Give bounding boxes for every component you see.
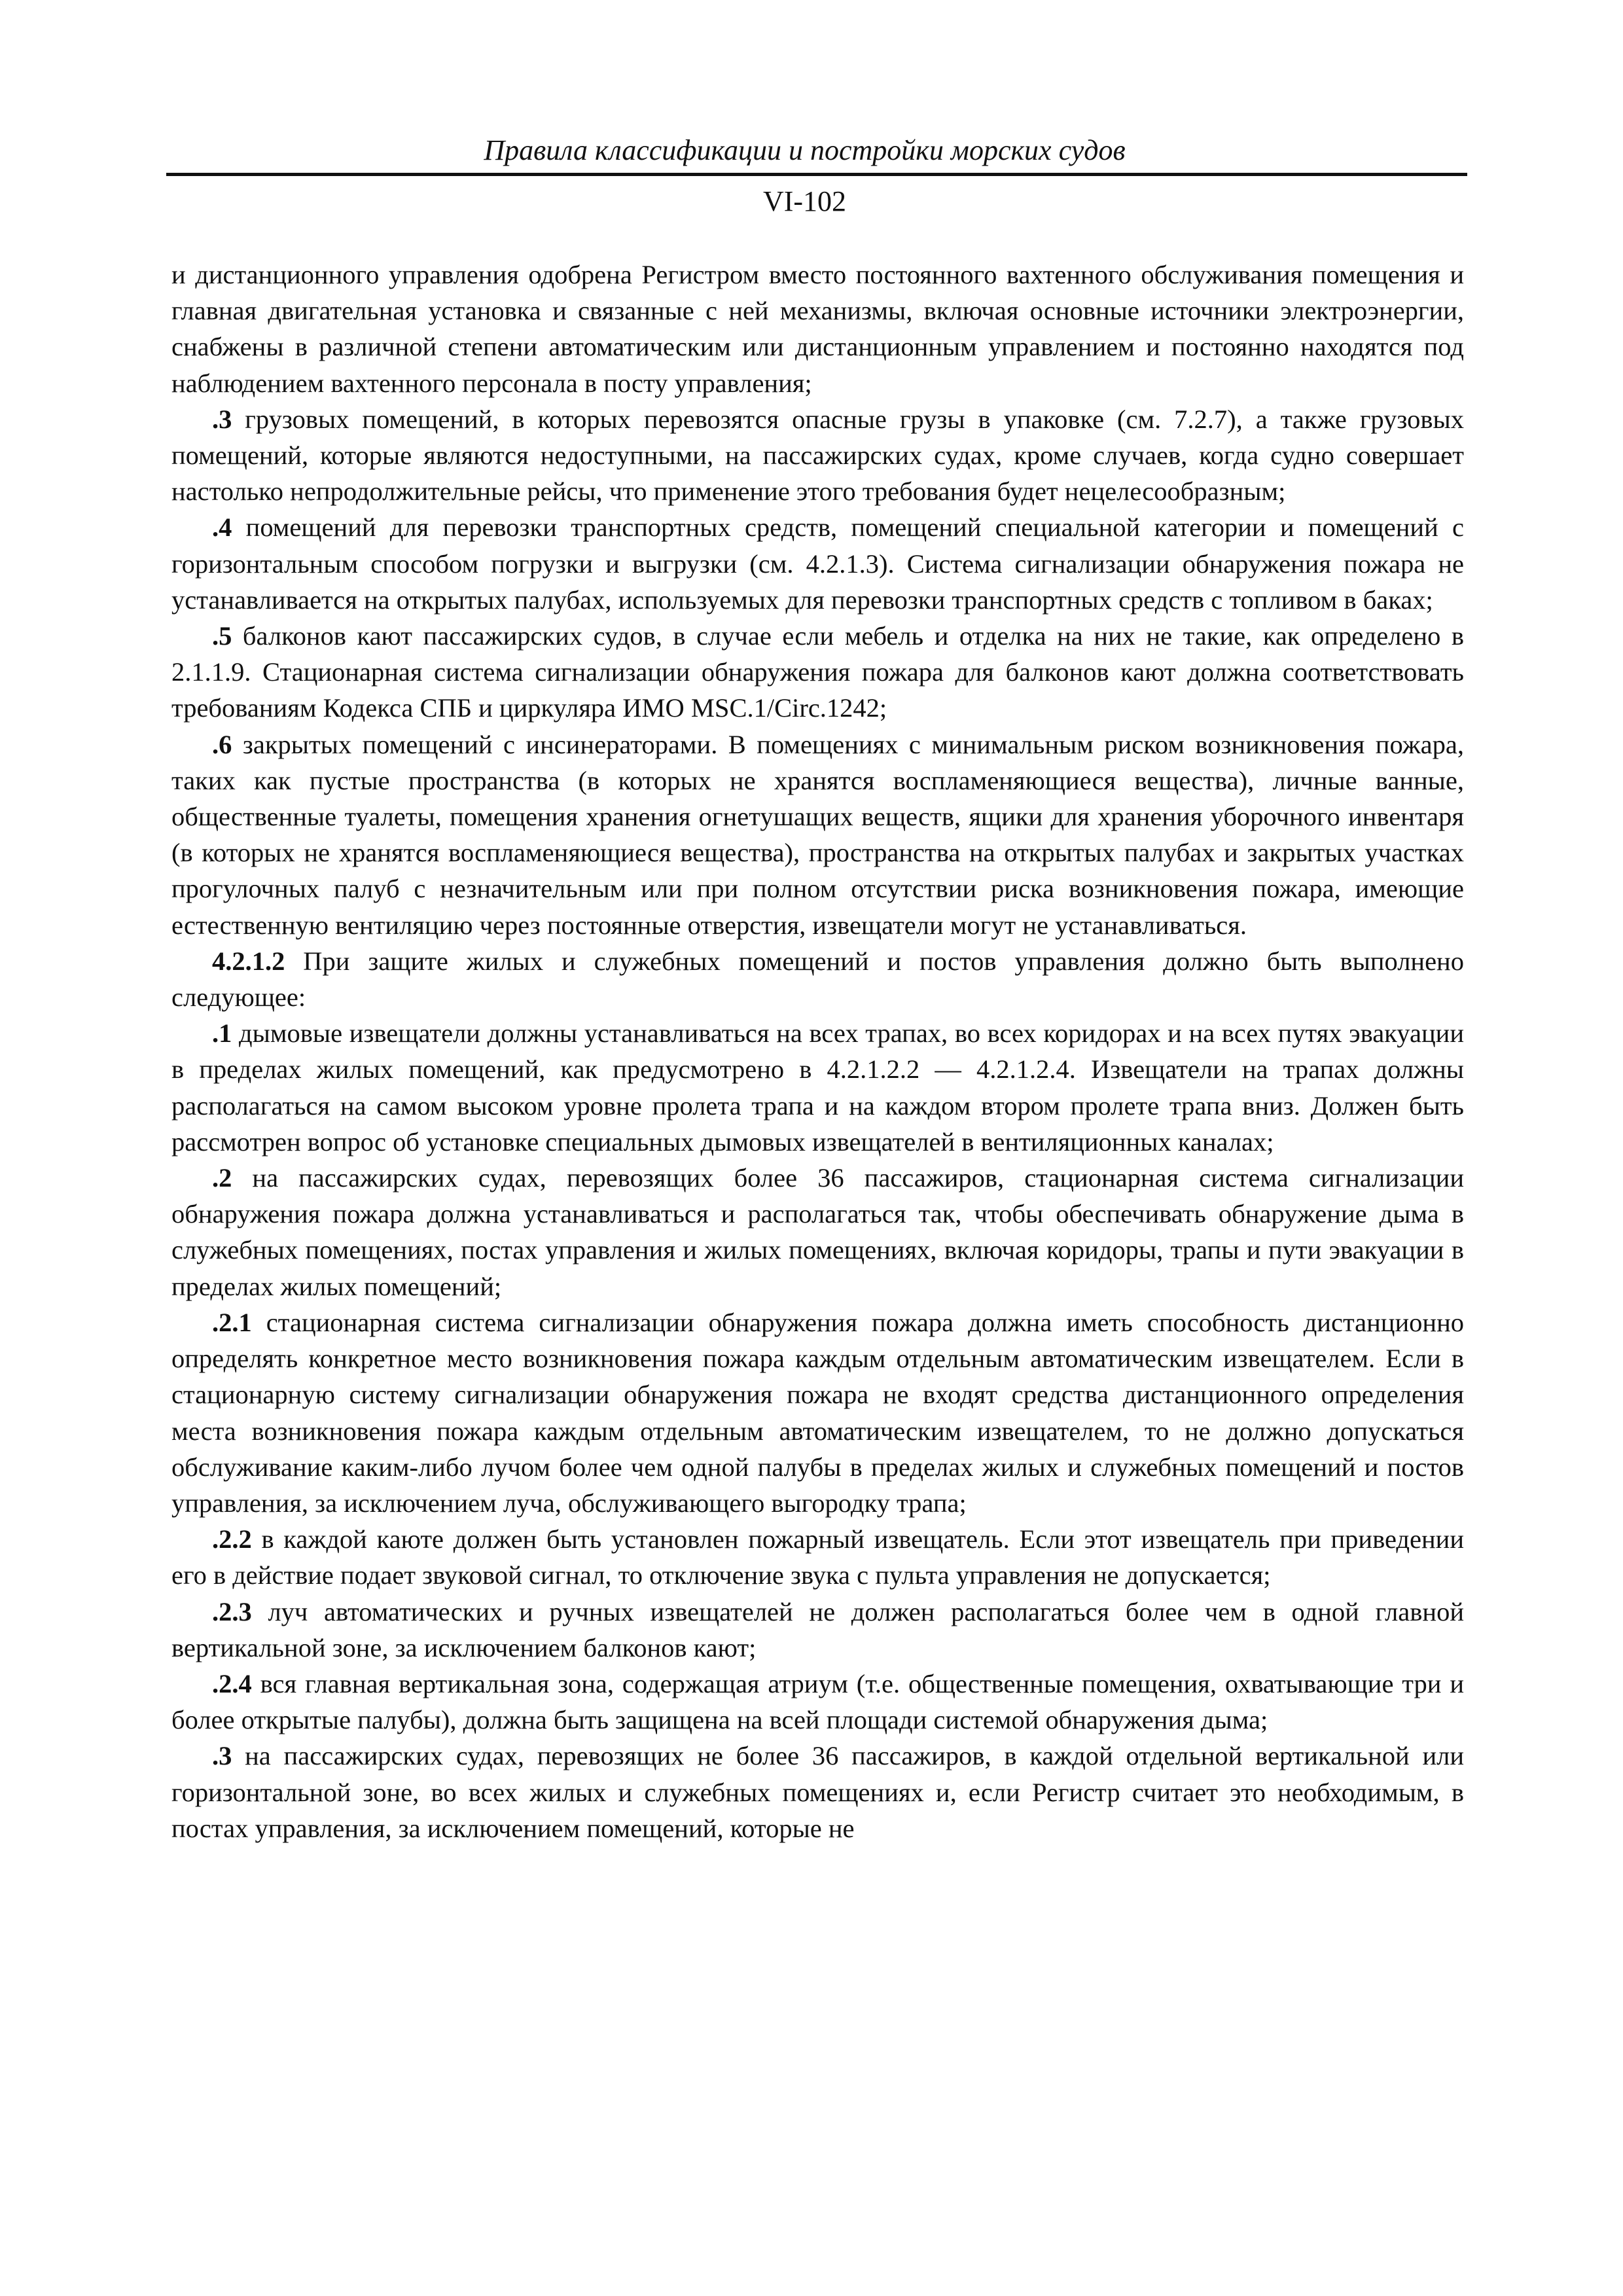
paragraph-number: .2 — [212, 1163, 232, 1193]
section-4-2-1-2 — [171, 943, 1464, 1015]
paragraph-text: на пассажирских судах, перевозящих более 36 пассажиров, стационарная система сигнализации обнаружения пожара должна устанавливаться и располагаться так, чтобы обеспечивать обнаружение дыма в служебных помещениях, постах управления и жилых помещениях, включая коридоры, трапы и пути эвакуации в пределах жилых помещений; — [171, 1163, 1464, 1301]
paragraph-item-3 — [171, 401, 1464, 510]
paragraph-item-5 — [171, 618, 1464, 726]
paragraph-text: При защите жилых и служебных помещений и постов управления должно быть выполнено следующее: — [171, 946, 1464, 1013]
paragraph-item-3-last — [171, 1738, 1464, 1846]
paragraph-text: и дистанционного управления одобрена Регистром вместо постоянного вахтенного обслуживания помещения и главная двигательная установка и связанные с ней механизмы, включая основные источники электроэнергии, снабжены в различной степени автоматическим или дистанционным управлением и постоянно находятся под наблюдением вахтенного персонала в посту управления; — [171, 260, 1464, 398]
paragraph-number: .3 — [212, 1741, 232, 1771]
paragraph-item-2-3 — [171, 1594, 1464, 1666]
paragraph-item-2-4 — [171, 1666, 1464, 1738]
paragraph-text: дымовые извещатели должны устанавливаться на всех трапах, во всех коридорах и на всех путях эвакуации в пределах жилых помещений, как предусмотрено в 4.2.1.2.2 — 4.2.1.2.4. Извещатели на трапах должны располагаться на самом высоком уровне пролета трапа и на каждом втором пролете трапа вниз. Должен быть рассмотрен вопрос об установке специальных дымовых извещателей в вентиляционных каналах; — [171, 1018, 1464, 1157]
paragraph-text: балконов кают пассажирских судов, в случае если мебель и отделка на них не такие, как определено в 2.1.1.9. Стационарная система сигнализации обнаружения пожара для балконов кают должна соответствовать требованиям Кодекса СПБ и циркуляра ИМО MSC.1/Circ.1242; — [171, 621, 1464, 723]
paragraph-text: вся главная вертикальная зона, содержащая атриум (т.е. общественные помещения, охватывающие три и более открытые палубы), должна быть защищена на всей площади системой обнаружения дыма; — [171, 1668, 1464, 1735]
paragraph-item-6 — [171, 726, 1464, 943]
paragraph-number: .2.2 — [212, 1524, 252, 1554]
page-number: VI-102 — [762, 185, 847, 217]
paragraph-text: грузовых помещений, в которых перевозятся опасные грузы в упаковке (см. 7.2.7), а также грузовых помещений, которые являются недоступными, на пассажирских судах, кроме случаев, когда судно совершает настолько непродолжительные рейсы, что применение этого требования будет нецелесообразным; — [171, 404, 1464, 507]
paragraph-text: на пассажирских судах, перевозящих не более 36 пассажиров, в каждой отдельной вертикальной или горизонтальной зоне, во всех жилых и служебных помещениях и, если Регистр считает это необходимым, в постах управления, за исключением помещений, которые не — [171, 1741, 1464, 1843]
paragraph-number: .2.1 — [212, 1307, 252, 1337]
paragraph-number: .1 — [212, 1018, 232, 1049]
paragraph-text: помещений для перевозки транспортных средств, помещений специальной категории и помещений с горизонтальным способом погрузки и выгрузки (см. 4.2.1.3). Система сигнализации обнаружения пожара не устанавливается на открытых палубах, используемых для перевозки транспортных средств с топливом в баках; — [171, 512, 1464, 615]
paragraph-item-2 — [171, 1160, 1464, 1304]
paragraph-text: в каждой каюте должен быть установлен пожарный извещатель. Если этот извещатель при приведении его в действие подает звуковой сигнал, то отключение звука с пульта управления не допускается; — [171, 1524, 1464, 1590]
paragraph-text: стационарная система сигнализации обнаружения пожара должна иметь способность дистанционно определять конкретное место возникновения пожара каждым отдельным автоматическим извещателем. Если в стационарную систему сигнализации обнаружения пожара не входят средства дистанционного определения места возникновения пожара каждым отдельным автоматическим извещателем, то не должно допускаться обслуживание каким-либо лучом более чем одной палубы в пределах жилых и служебных помещений и постов управления, за исключением луча, обслуживающего выгородку трапа; — [171, 1307, 1464, 1518]
paragraph-number: 4.2.1.2 — [212, 946, 285, 976]
paragraph-item-1 — [171, 1015, 1464, 1160]
paragraph-text: луч автоматических и ручных извещателей не должен располагаться более чем в одной главной вертикальной зоне, за исключением балконов кают; — [171, 1596, 1464, 1662]
paragraph-number: .2.3 — [212, 1596, 252, 1626]
running-header-title: Правила классификации и постройки морских судов — [484, 134, 1126, 166]
paragraph-number: .5 — [212, 621, 232, 651]
body-text — [171, 257, 1464, 1846]
paragraph-item-2-1 — [171, 1304, 1464, 1521]
paragraph-number: .4 — [212, 512, 232, 543]
paragraph-number: .6 — [212, 729, 232, 759]
document-page — [171, 131, 1467, 1843]
paragraph-text: закрытых помещений с инсинераторами. В помещениях с минимальным риском возникновения пожара, таких как пустые пространства (в которых не хранятся воспламеняющиеся вещества), личные ванные, общественные туалеты, помещения хранения огнетушащих веществ, ящики для хранения уборочного инвентаря (в которых не хранятся воспламеняющиеся вещества), пространства на открытых палубах и закрытых участках прогулочных палуб с незначительным или при полном отсутствии риска возникновения пожара, имеющие естественную вентиляцию через постоянные отверстия, извещатели могут не устанавливаться. — [171, 729, 1464, 940]
paragraph-number: .2.4 — [212, 1668, 252, 1698]
paragraph-item-4 — [171, 509, 1464, 618]
paragraph-number: .3 — [212, 404, 232, 434]
paragraph-continuation — [171, 257, 1464, 401]
paragraph-item-2-2 — [171, 1521, 1464, 1593]
header-rule — [166, 173, 1467, 176]
